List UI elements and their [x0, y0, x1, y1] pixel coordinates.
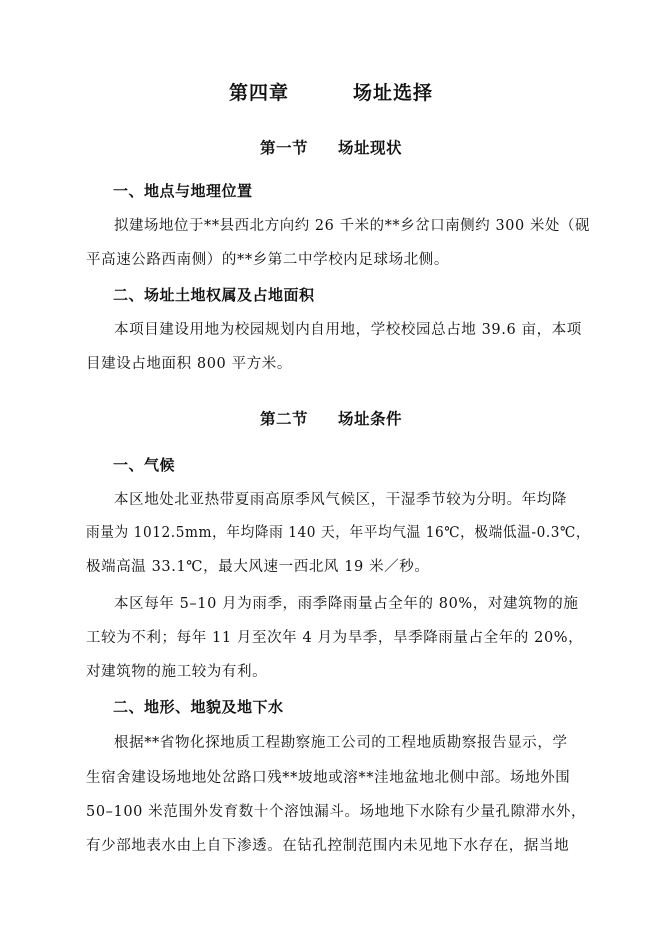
section-2-title: [0, 407, 662, 429]
section-2-name: 场址条件: [338, 410, 403, 428]
section-1-number: 第一节: [259, 139, 308, 157]
paragraph-line: 工较为不利；每年 11 月至次年 4 月为旱季，旱季降雨量占全年的 20%，: [86, 630, 584, 646]
section-1-title: [0, 136, 662, 158]
paragraph-line: 生宿舍建设场地地处岔路口残**坡地或溶**洼地盆地北侧中部。场地外围: [86, 770, 571, 786]
paragraph-line: 有少部地表水由上自下渗透。在钻孔控制范围内未见地下水存在，据当地: [86, 838, 570, 854]
chapter-name: 场址选择: [353, 82, 434, 104]
paragraph-line: 雨量为 1012.5mm，年均降雨 140 天，年平均气温 16℃，极端低温-0.3℃，: [86, 525, 591, 541]
chapter-title: [0, 78, 662, 105]
paragraph-line: 目建设占地面积 800 平方米。: [86, 356, 292, 372]
paragraph-line: 对建筑物的施工较为有利。: [86, 664, 268, 680]
paragraph-line: 50–100 米范围外发育数十个溶蚀漏斗。场地地下水除有少量孔隙滞水外，: [86, 804, 587, 820]
section-1-name: 场址现状: [338, 139, 403, 157]
heading-climate: 一、气候: [113, 456, 176, 474]
heading-terrain: 二、地形、地貌及地下水: [113, 698, 284, 716]
paragraph-line: 本区每年 5–10 月为雨季，雨季降雨量占全年的 80%，对建筑物的施: [114, 596, 579, 612]
section-2-number: 第二节: [259, 410, 308, 428]
paragraph-line: 本区地处北亚热带夏雨高原季风气候区，干湿季节较为分明。年均降: [114, 492, 567, 508]
paragraph-line: 平高速公路西南侧）的**乡第二中学校内足球场北侧。: [86, 252, 449, 268]
heading-land-ownership: 二、场址土地权属及占地面积: [113, 286, 315, 304]
heading-location: 一、地点与地理位置: [113, 182, 253, 200]
paragraph-line: 本项目建设用地为校园规划内自用地，学校校园总占地 39.6 亩，本项: [114, 322, 582, 338]
chapter-number: 第四章: [228, 82, 289, 104]
paragraph-line: 极端高温 33.1℃，最大风速一西北风 19 米／秒。: [86, 559, 430, 575]
paragraph-line: 根据**省物化探地质工程勘察施工公司的工程地质勘察报告显示，学: [114, 735, 568, 751]
paragraph-line: 拟建场地位于**县西北方向约 26 千米的**乡岔口南侧约 300 米处（砚: [114, 218, 591, 234]
